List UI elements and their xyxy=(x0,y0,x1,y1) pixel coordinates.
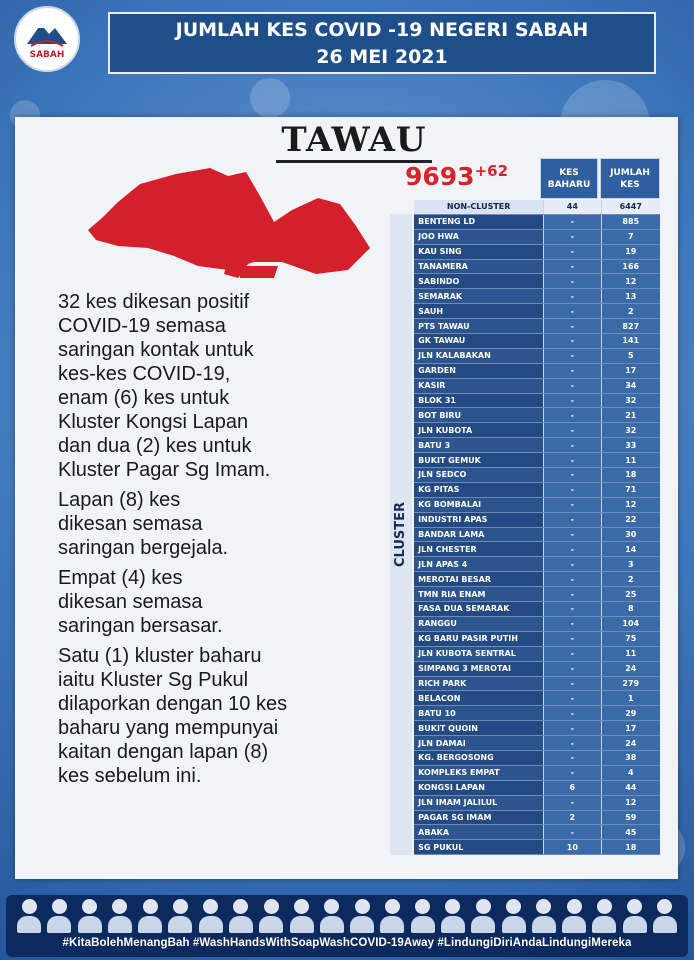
total-cases: 1 xyxy=(601,691,660,706)
new-cases: - xyxy=(544,453,601,468)
cluster-name: JLN IMAM JALILUL xyxy=(414,795,543,810)
table-row xyxy=(390,825,660,840)
cluster-name: JLN DAMAI xyxy=(414,736,543,751)
table-row xyxy=(390,780,660,795)
new-cases: - xyxy=(544,482,601,497)
total-cases: 30 xyxy=(601,527,660,542)
total-cases: 32 xyxy=(601,423,660,438)
cluster-name: SIMPANG 3 MEROTAI xyxy=(414,661,543,676)
column-header-total-cases: JUMLAH KES xyxy=(600,158,660,199)
description-text xyxy=(58,290,388,794)
table-row xyxy=(390,602,660,617)
new-cases: - xyxy=(544,825,601,840)
total-cases: 4 xyxy=(601,765,660,780)
description-line: saringan kontak untuk xyxy=(58,339,254,361)
new-cases: - xyxy=(544,706,601,721)
description-line: dikesan semasa xyxy=(58,591,203,613)
cluster-table xyxy=(390,200,660,855)
person-icon xyxy=(228,899,254,935)
new-cases: 6 xyxy=(544,780,601,795)
description-line: baharu yang mempunyai xyxy=(58,717,279,739)
sabah-logo xyxy=(14,6,80,72)
person-icon xyxy=(470,899,496,935)
table-row xyxy=(390,527,660,542)
description-line: COVID-19 semasa xyxy=(58,315,226,337)
table-row xyxy=(390,274,660,289)
new-cases: 44 xyxy=(544,200,601,214)
person-icon xyxy=(319,899,345,935)
new-cases: - xyxy=(544,319,601,334)
new-cases: - xyxy=(544,542,601,557)
cluster-name: BOT BIRU xyxy=(414,408,543,423)
cluster-name: KASIR xyxy=(414,378,543,393)
total-cases: 141 xyxy=(601,334,660,349)
new-cases: - xyxy=(544,646,601,661)
new-cases: - xyxy=(544,765,601,780)
total-cases: 279 xyxy=(601,676,660,691)
person-icon xyxy=(410,899,436,935)
cluster-name: BENTENG LD xyxy=(414,214,543,229)
total-cases: 24 xyxy=(601,736,660,751)
person-icon xyxy=(107,899,133,935)
cluster-name: KG BARU PASIR PUTIH xyxy=(414,631,543,646)
description-line: dikesan semasa xyxy=(58,513,203,535)
new-cases: - xyxy=(544,363,601,378)
description-line: iaitu Kluster Sg Pukul xyxy=(58,669,249,691)
description-line: kaitan dengan lapan (8) xyxy=(58,741,269,763)
table-row xyxy=(390,631,660,646)
table-row xyxy=(390,319,660,334)
total-cases: 32 xyxy=(601,393,660,408)
cluster-name: INDUSTRI APAS xyxy=(414,512,543,527)
person-icon xyxy=(77,899,103,935)
cluster-name: KG PITAS xyxy=(414,482,543,497)
new-cases: - xyxy=(544,408,601,423)
total-cases: 11 xyxy=(601,453,660,468)
cluster-name: SAUH xyxy=(414,304,543,319)
table-row xyxy=(390,289,660,304)
table-row xyxy=(390,676,660,691)
cluster-name: JOO HWA xyxy=(414,229,543,244)
total-value: 9693 xyxy=(405,162,475,191)
person-icon xyxy=(591,899,617,935)
cluster-label xyxy=(390,214,412,855)
description-line: 32 kes dikesan positif xyxy=(58,291,250,313)
person-icon xyxy=(501,899,527,935)
description-line: Satu (1) kluster baharu xyxy=(58,645,262,667)
new-cases: - xyxy=(544,438,601,453)
new-cases: - xyxy=(544,348,601,363)
footer-hashtags: #KitaBolehMenangBah #WashHandsWithSoapWashCOVID-19Away #LindungiDiriAndaLindungiMereka xyxy=(62,937,632,949)
new-cases: - xyxy=(544,214,601,229)
total-cases: 2 xyxy=(601,572,660,587)
table-row xyxy=(390,795,660,810)
cluster-name: BLOK 31 xyxy=(414,393,543,408)
person-icon xyxy=(137,899,163,935)
table-row xyxy=(390,468,660,483)
cluster-name: KG BOMBALAI xyxy=(414,497,543,512)
new-cases: - xyxy=(544,497,601,512)
mountain-icon xyxy=(25,18,69,48)
person-icon xyxy=(440,899,466,935)
district-title: TAWAU xyxy=(281,120,427,160)
new-cases: 10 xyxy=(544,840,601,855)
cluster-name: RANGGU xyxy=(414,616,543,631)
new-cases: - xyxy=(544,289,601,304)
cluster-name: SEMARAK xyxy=(414,289,543,304)
table-row xyxy=(390,214,660,229)
total-cases: 12 xyxy=(601,497,660,512)
cluster-name: BELACON xyxy=(414,691,543,706)
table-row xyxy=(390,229,660,244)
person-icon xyxy=(258,899,284,935)
table-row xyxy=(390,423,660,438)
cluster-name: MEROTAI BESAR xyxy=(414,572,543,587)
new-cases: 2 xyxy=(544,810,601,825)
header-title: JUMLAH KES COVID -19 NEGERI SABAH xyxy=(175,19,589,41)
description-line: dan dua (2) kes untuk xyxy=(58,435,252,457)
total-cases: 8 xyxy=(601,602,660,617)
person-icon xyxy=(289,899,315,935)
table-row xyxy=(390,393,660,408)
new-cases: - xyxy=(544,334,601,349)
total-cases: 21 xyxy=(601,408,660,423)
person-icon xyxy=(16,899,42,935)
new-cases: - xyxy=(544,557,601,572)
cluster-name: SABINDO xyxy=(414,274,543,289)
total-cases: 25 xyxy=(601,587,660,602)
new-cases: - xyxy=(544,244,601,259)
new-cases: - xyxy=(544,274,601,289)
total-cases: 17 xyxy=(601,363,660,378)
column-header-new-cases: KES BAHARU xyxy=(540,158,598,199)
table-row xyxy=(390,616,660,631)
total-cases: 22 xyxy=(601,512,660,527)
description-line: saringan bergejala. xyxy=(58,537,229,559)
person-icon xyxy=(652,899,678,935)
new-cases: - xyxy=(544,468,601,483)
table-row xyxy=(390,765,660,780)
table-row xyxy=(390,706,660,721)
table-row xyxy=(390,750,660,765)
description-line: Kluster Kongsi Lapan xyxy=(58,411,249,433)
new-cases: - xyxy=(544,304,601,319)
total-cases: 6447 xyxy=(601,200,660,214)
cluster-name: TMN RIA ENAM xyxy=(414,587,543,602)
table-row xyxy=(390,736,660,751)
cluster-name: ABAKA xyxy=(414,825,543,840)
person-icon xyxy=(561,899,587,935)
table-row xyxy=(390,348,660,363)
table-row xyxy=(390,557,660,572)
row-spacer xyxy=(390,200,414,214)
cluster-name: JLN KALABAKAN xyxy=(414,348,543,363)
total-cases: 34 xyxy=(601,378,660,393)
cluster-name: BUKIT QUOIN xyxy=(414,721,543,736)
table-row xyxy=(390,363,660,378)
description-line: saringan bersasar. xyxy=(58,615,223,637)
new-cases: - xyxy=(544,691,601,706)
new-cases: - xyxy=(544,393,601,408)
new-cases: - xyxy=(544,631,601,646)
total-cases: 19 xyxy=(601,244,660,259)
new-cases: - xyxy=(544,602,601,617)
cluster-name: JLN SEDCO xyxy=(414,468,543,483)
total-cases: 12 xyxy=(601,795,660,810)
cluster-name: KOMPLEKS EMPAT xyxy=(414,765,543,780)
total-cases: 29 xyxy=(601,706,660,721)
table-row xyxy=(390,721,660,736)
table-row xyxy=(390,542,660,557)
page-header xyxy=(108,12,656,74)
new-cases: - xyxy=(544,750,601,765)
cluster-name: FASA DUA SEMARAK xyxy=(414,602,543,617)
cluster-name: NON-CLUSTER xyxy=(414,200,543,214)
table-row xyxy=(390,572,660,587)
table-row xyxy=(390,378,660,393)
description-line: dilaporkan dengan 10 kes xyxy=(58,693,288,715)
table-row xyxy=(390,408,660,423)
table-row xyxy=(390,840,660,855)
new-cases: - xyxy=(544,795,601,810)
table-row xyxy=(390,259,660,274)
person-icon xyxy=(349,899,375,935)
new-cases: - xyxy=(544,661,601,676)
cluster-name: KAU SING xyxy=(414,244,543,259)
new-cases: - xyxy=(544,259,601,274)
person-icon xyxy=(379,899,405,935)
total-cases: 45 xyxy=(601,825,660,840)
cluster-name: KONGSI LAPAN xyxy=(414,780,543,795)
table-row xyxy=(390,691,660,706)
total-cases: 3 xyxy=(601,557,660,572)
table-row xyxy=(390,453,660,468)
header-date: 26 MEI 2021 xyxy=(316,46,448,68)
total-cases: 38 xyxy=(601,750,660,765)
cluster-name: BUKIT GEMUK xyxy=(414,453,543,468)
total-cases: 59 xyxy=(601,810,660,825)
description-line: kes sebelum ini. xyxy=(58,765,202,787)
table-row xyxy=(390,304,660,319)
total-increase: +62 xyxy=(474,162,509,180)
new-cases: - xyxy=(544,572,601,587)
total-cases: 104 xyxy=(601,616,660,631)
table-row xyxy=(390,438,660,453)
new-cases: - xyxy=(544,378,601,393)
description-line: kes-kes COVID-19, xyxy=(58,363,231,385)
cluster-name: PAGAR SG IMAM xyxy=(414,810,543,825)
cluster-name: JLN KUBOTA SENTRAL xyxy=(414,646,543,661)
total-cases: 17 xyxy=(601,721,660,736)
total-cases: 885 xyxy=(601,214,660,229)
description-paragraph-2 xyxy=(58,488,388,560)
total-cases: 13 xyxy=(601,289,660,304)
person-icon xyxy=(46,899,72,935)
cluster-name: TANAMERA xyxy=(414,259,543,274)
person-icon xyxy=(198,899,224,935)
new-cases: - xyxy=(544,721,601,736)
cluster-label-text: CLUSTER xyxy=(393,501,409,568)
description-line: Lapan (8) kes xyxy=(58,489,181,511)
total-cases: 75 xyxy=(601,631,660,646)
table-row xyxy=(390,810,660,825)
footer-people xyxy=(16,899,678,935)
description-paragraph-3 xyxy=(58,566,388,638)
description-line: Empat (4) kes xyxy=(58,567,183,589)
virus-decoration-icon xyxy=(250,78,290,118)
table-row xyxy=(390,661,660,676)
cluster-name: RICH PARK xyxy=(414,676,543,691)
total-cases: 2 xyxy=(601,304,660,319)
table-row xyxy=(390,497,660,512)
cluster-name: GK TAWAU xyxy=(414,334,543,349)
new-cases: - xyxy=(544,736,601,751)
table-row xyxy=(390,587,660,602)
description-paragraph-1 xyxy=(58,290,388,482)
cluster-name: BATU 3 xyxy=(414,438,543,453)
new-cases: - xyxy=(544,616,601,631)
person-icon xyxy=(531,899,557,935)
cluster-name: SG PUKUL xyxy=(414,840,543,855)
total-cases: 12 xyxy=(601,274,660,289)
total-cases: 18 xyxy=(601,840,660,855)
new-cases: - xyxy=(544,527,601,542)
total-cases: 7 xyxy=(601,229,660,244)
table-row xyxy=(390,200,660,214)
cluster-name: BANDAR LAMA xyxy=(414,527,543,542)
new-cases: - xyxy=(544,229,601,244)
total-cases: 71 xyxy=(601,482,660,497)
person-icon xyxy=(167,899,193,935)
table-row xyxy=(390,512,660,527)
new-cases: - xyxy=(544,423,601,438)
cluster-name: BATU 10 xyxy=(414,706,543,721)
total-cases: 5 xyxy=(601,348,660,363)
total-cases: 33 xyxy=(601,438,660,453)
total-cases: 827 xyxy=(601,319,660,334)
cluster-name: JLN KUBOTA xyxy=(414,423,543,438)
total-cases: 14 xyxy=(601,542,660,557)
new-cases: - xyxy=(544,676,601,691)
new-cases: - xyxy=(544,512,601,527)
new-cases: - xyxy=(544,587,601,602)
table-row xyxy=(390,334,660,349)
total-cases: 44 xyxy=(601,780,660,795)
total-cases: 166 xyxy=(601,259,660,274)
cluster-name: JLN APAS 4 xyxy=(414,557,543,572)
cluster-name: PTS TAWAU xyxy=(414,319,543,334)
tawau-map-icon xyxy=(78,166,378,284)
cluster-name: JLN CHESTER xyxy=(414,542,543,557)
total-cases: 24 xyxy=(601,661,660,676)
cluster-name: KG. BERGOSONG xyxy=(414,750,543,765)
total-cases: 11 xyxy=(601,646,660,661)
logo-text: SABAH xyxy=(29,50,65,60)
cluster-name: GARDEN xyxy=(414,363,543,378)
table-row xyxy=(390,482,660,497)
table-row xyxy=(390,646,660,661)
table-row xyxy=(390,244,660,259)
description-line: enam (6) kes untuk xyxy=(58,387,230,409)
description-paragraph-4 xyxy=(58,644,388,788)
person-icon xyxy=(622,899,648,935)
description-line: Kluster Pagar Sg Imam. xyxy=(58,459,271,481)
total-cases xyxy=(405,162,508,191)
total-cases: 18 xyxy=(601,468,660,483)
